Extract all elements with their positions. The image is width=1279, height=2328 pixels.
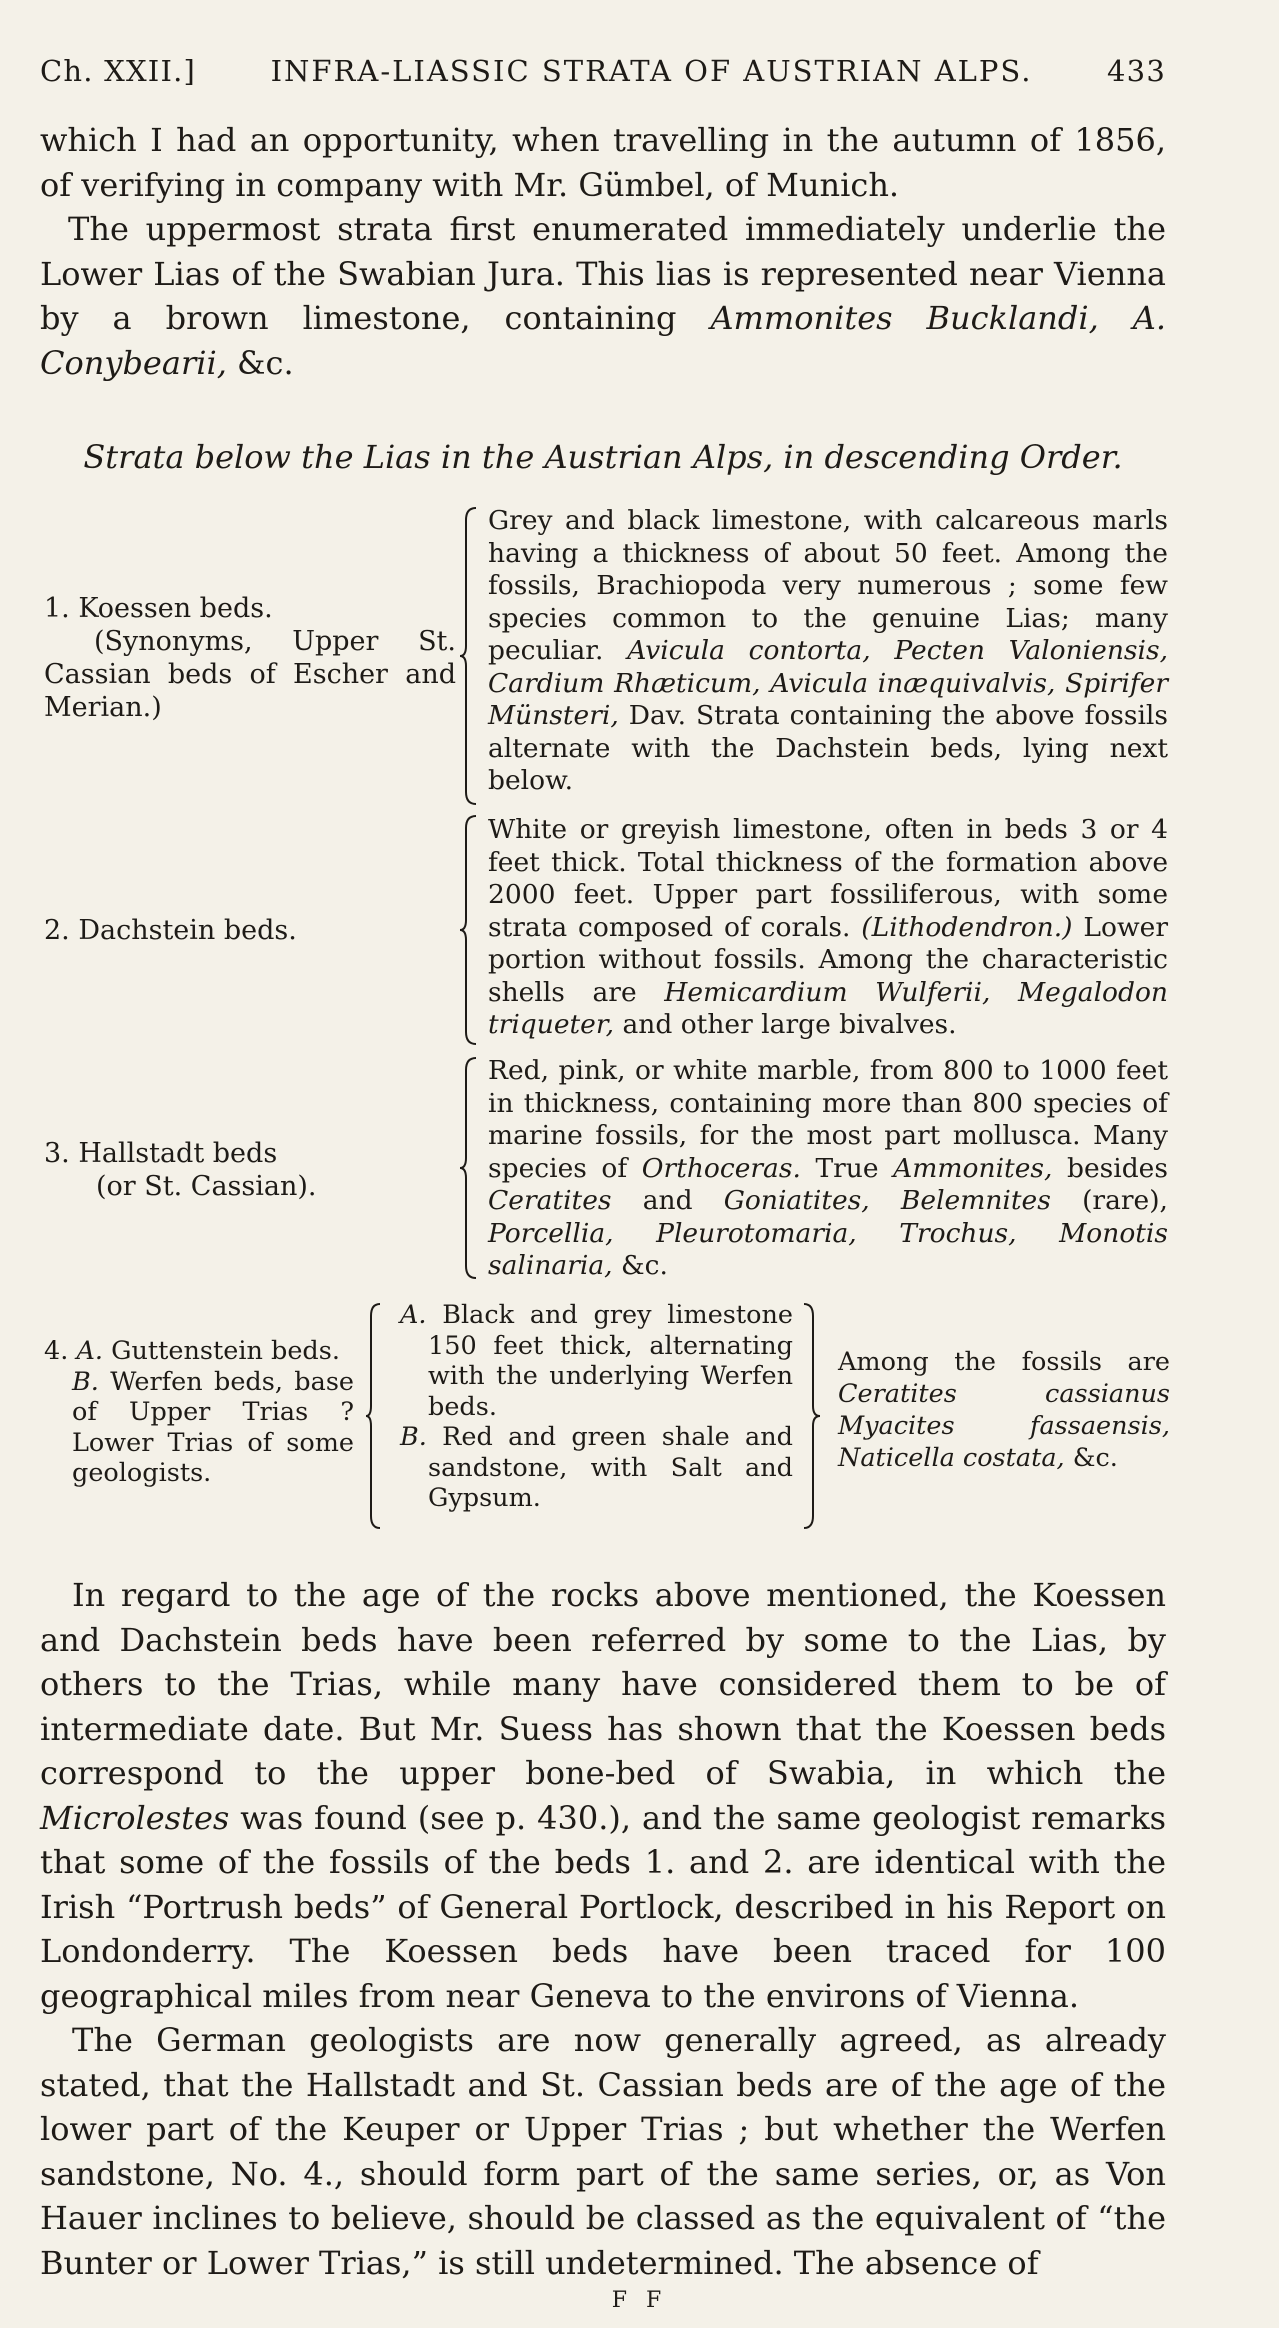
- chapter-label: Ch. XXII.]: [40, 54, 197, 88]
- page-number: 433: [1107, 54, 1166, 88]
- stratum-1-description: Grey and black limestone, with calcareous marls having a thickness of about 50 feet. Among the fossils, Brachiopoda very numerous ; some few species common to the genuine Lias; many peculiar. Avicula contorta, Pecten Valoniensis, Cardium Rhæticum, Avicula inæquivalvis, Spirifer Münsteri, Dav. Strata containing the above fossils alternate with the Dachstein beds, lying next below.: [488, 505, 1168, 796]
- body-paragraph-1: In regard to the age of the rocks above mentioned, the Koessen and Dachstein beds have been referred by some to the Lias, by others to the Trias, while many have considered them to be of intermediate date. But Mr. Suess has shown that the Koessen beds correspond to the upper bone-bed of Swabia, in which the Microlestes was found (see p. 430.), and the same geologist remarks that some of the fossils of the beds 1. and 2. are identical with the Irish “Portrush beds” of General Portlock, described in his Report on Londonderry. The Koessen beds have been traced for 100 geographical miles from near Geneva to the environs of Vienna.: [40, 1576, 1167, 2015]
- stratum-1-label: 1. Koessen beds. (Synonyms, Upper St. Cassian beds of Escher and Merian.): [44, 593, 456, 723]
- table-heading: Strata below the Lias in the Austrian Alps, in descending Order.: [83, 438, 1123, 476]
- brace-4-left: [364, 1302, 386, 1530]
- genus-name: Goniatites, Belemnites: [723, 1185, 1051, 1216]
- intro-paragraph-1: which I had an opportunity, when travelling in the autumn of 1856, of verifying in company with Mr. Gümbel, of Munich.: [40, 121, 1166, 204]
- species-name: (Lithodendron.): [861, 911, 1073, 943]
- genus-name: Ammonites,: [893, 1152, 1053, 1184]
- species-name: Ceratites cassianus Myacites fassaensis, Naticella costata,: [838, 1379, 1170, 1473]
- brace-2: [458, 814, 482, 1046]
- species-name: Ammonites Bucklandi, A. Conybearii,: [40, 299, 1167, 382]
- stratum-4-label: 4. A. Guttenstein beds. B. Werfen beds, base of Upper Trias ? Lower Trias of some geologists.: [44, 1336, 354, 1488]
- genus-name: Ceratites: [488, 1185, 612, 1216]
- species-name: Hemicardium Wulferii, Megalodon triqueter,: [488, 976, 1168, 1040]
- stratum-2-description: White or greyish limestone, often in beds 3 or 4 feet thick. Total thickness of the formation above 2000 feet. Upper part fossiliferous, with some strata composed of corals. (Lithodendron.) Lower portion without fossils. Among the characteristic shells are Hemicardium Wulferii, Megalodon triqueter, and other large bivalves.: [488, 814, 1168, 1040]
- running-header: [40, 54, 1166, 88]
- species-name: Avicula contorta, Pecten Valoniensis, Cardium Rhæticum, Avicula inæquivalvis, Spirifer Münsteri,: [488, 635, 1168, 731]
- genus-name: Microlestes: [40, 1798, 230, 1837]
- brace-1: [458, 506, 482, 806]
- genus-name: Porcellia, Pleurotomaria, Trochus, Monotis salinaria,: [488, 1217, 1168, 1281]
- stratum-2-label: 2. Dachstein beds.: [44, 915, 297, 946]
- brace-3: [458, 1056, 482, 1280]
- running-title: INFRA-LIASSIC STRATA OF AUSTRIAN ALPS.: [270, 54, 1033, 88]
- stratum-3-description: Red, pink, or white marble, from 800 to 1000 feet in thickness, containing more than 800 species of marine fossils, for the most part mollusca. Many species of Orthoceras. True Ammonites, besides Ceratites and Goniatites, Belemnites (rare), Porcellia, Pleurotomaria, Trochus, Monotis salinaria, &c.: [488, 1055, 1168, 1281]
- stratum-4-description: A. Black and grey limestone 150 feet thick, alternating with the underlying Werfen beds. B. Red and green shale and sandstone, with Salt and Gypsum.: [400, 1300, 794, 1513]
- stratum-3-label: 3. Hallstadt beds (or St. Cassian).: [44, 1138, 317, 1202]
- genus-name: Orthoceras.: [641, 1152, 801, 1184]
- signature-mark: F F: [611, 2288, 668, 2313]
- intro-paragraph-2: The uppermost strata first enumerated immediately underlie the Lower Lias of the Swabian Jura. This lias is represented near Vienna by a brown limestone, containing Ammonites Bucklandi, A. Conybearii, &c.: [40, 210, 1167, 382]
- stratum-4-fossils: Among the fossils are Ceratites cassianus Myacites fassaensis, Naticella costata, &c.: [838, 1347, 1170, 1473]
- brace-4-right: [800, 1302, 822, 1530]
- body-paragraph-2: The German geologists are now generally agreed, as already stated, that the Hallstadt and St. Cassian beds are of the age of the lower part of the Keuper or Upper Trias ; but whether the Werfen sandstone, No. 4., should form part of the same series, or, as Von Hauer inclines to believe, should be classed as the equivalent of “the Bunter or Lower Trias,” is still undetermined. The absence of: [40, 2021, 1166, 2282]
